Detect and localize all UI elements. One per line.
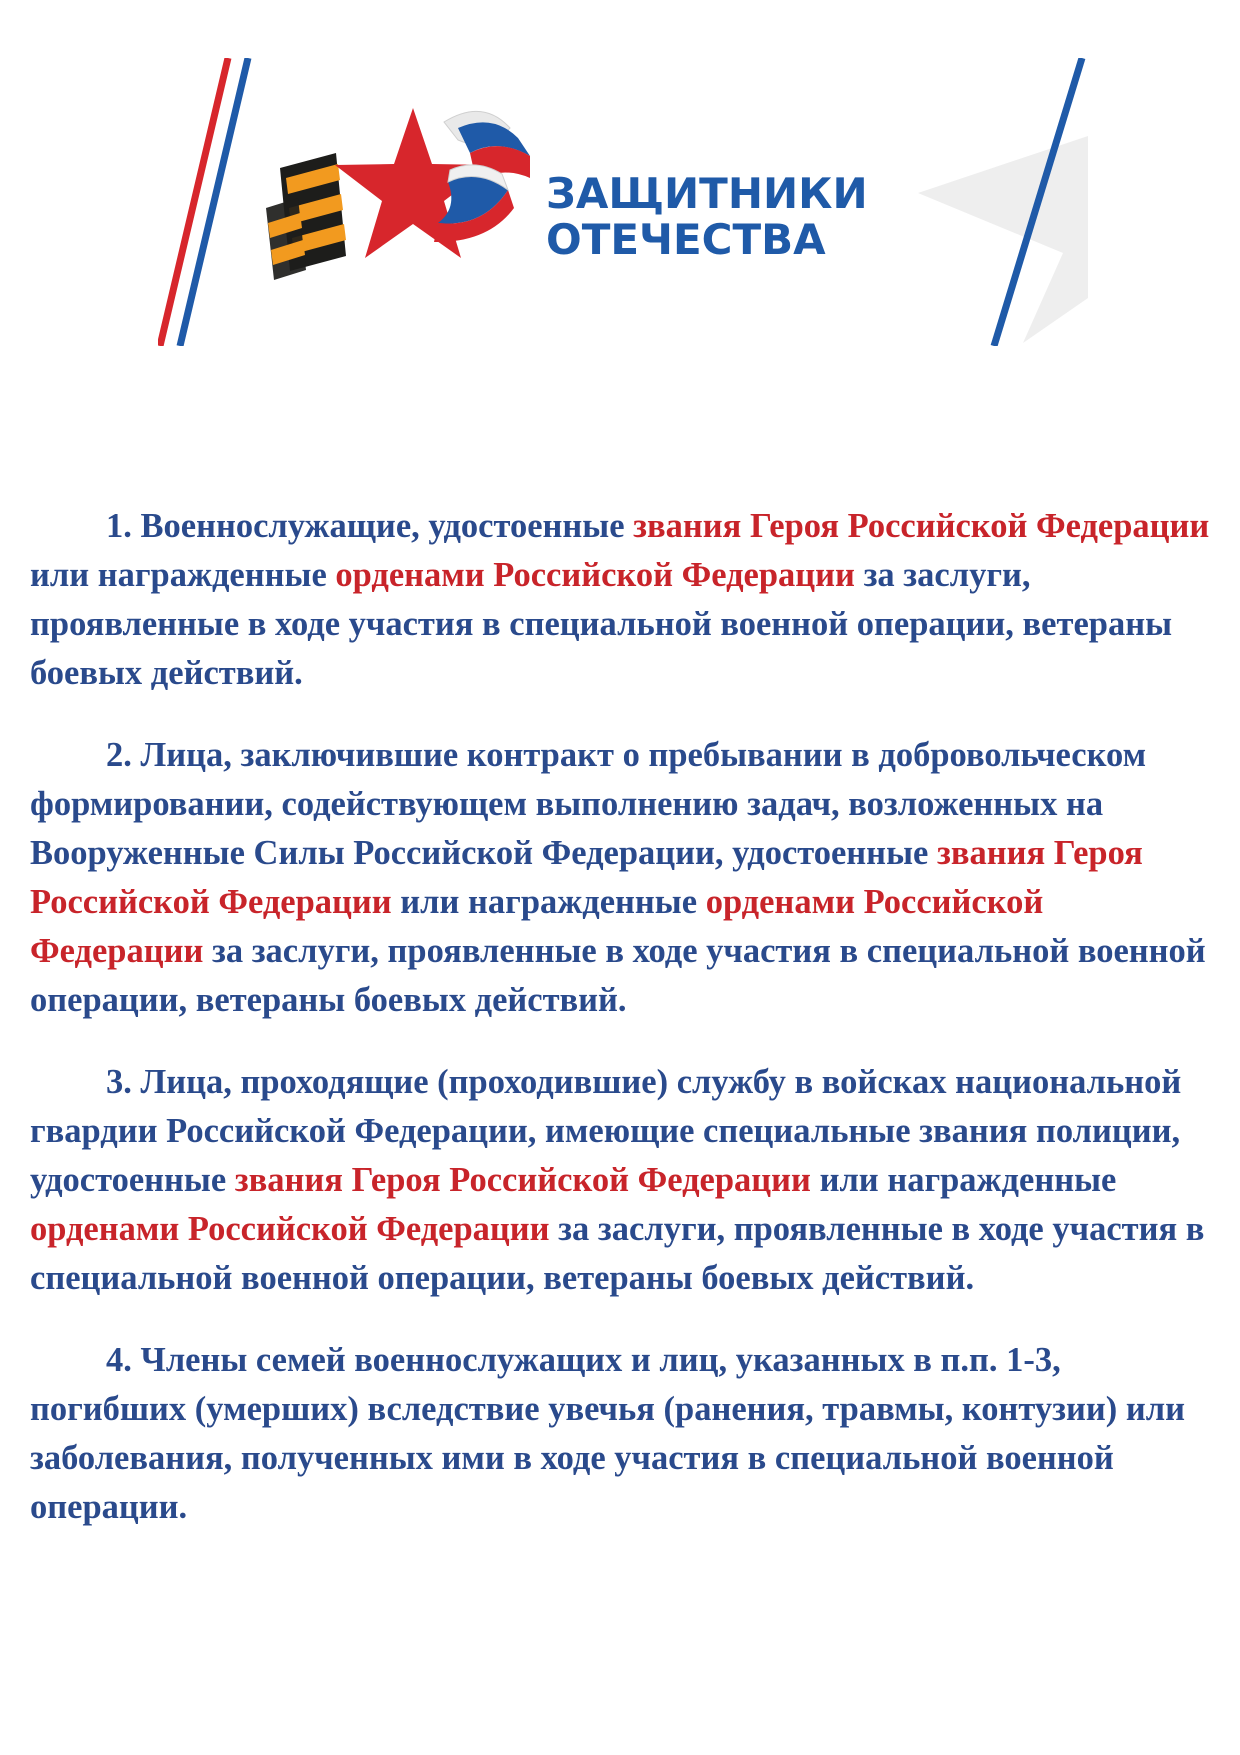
item-1-seg-4-highlight: орденами Российской Федерации (335, 556, 855, 594)
item-1-seg-5: за заслуги, проявленные в ходе участия в специальной военной операции, ветераны боевых действий. (30, 556, 1173, 692)
list-item-2 (30, 731, 1210, 1025)
item-3-seg-5: за заслуги, проявленные в ходе участия в специальной военной операции, ветераны боевых действий. (30, 1210, 1205, 1297)
item-2-seg-5: за заслуги, проявленные в ходе участия в специальной военной операции, ветераны боевых действий. (30, 932, 1206, 1019)
left-stripes (160, 58, 248, 346)
item-3-seg-1: 3. Лица, проходящие (проходившие) службу в войсках национальной гвардии Российской Федерации, имеющие специальные звания полиции, удостоенные (30, 1063, 1182, 1199)
item-2-seg-4-highlight: орденами Российской Федерации (30, 883, 1044, 970)
list-item-3 (30, 1058, 1210, 1303)
item-4-seg-1: 4. Члены семей военнослужащих и лиц, указанных в п.п. 1-3, погибших (умерших) вследствие увечья (ранения, травмы, контузии) или заболевания, полученных ими в ходе участия в специальной военной операции. (30, 1341, 1185, 1526)
item-1-seg-2-highlight: звания Героя Российской Федерации (633, 507, 1210, 545)
item-3-seg-2-highlight: звания Героя Российской Федерации (234, 1161, 811, 1199)
logo-title-line2: ОТЕЧЕСТВА (546, 215, 826, 264)
item-2-seg-1: 2. Лица, заключившие контракт о пребывании в добровольческом формировании, содействующем выполнению задач, возложенных на Вооруженные Силы Российской Федерации, удостоенные (30, 736, 1147, 872)
left-red-stripe (160, 58, 228, 346)
item-1-seg-1: 1. Военнослужащие, удостоенные (106, 507, 634, 545)
left-blue-stripe (180, 58, 248, 346)
st-george-ribbon-icon (266, 153, 346, 280)
logo-graphic (158, 58, 1088, 346)
list-item-4 (30, 1336, 1210, 1532)
russian-flag-ribbon-icon (434, 111, 530, 242)
document-body (30, 502, 1210, 1565)
logo-banner (158, 58, 1088, 346)
list-item-1 (30, 502, 1210, 698)
item-2-seg-3: или награжденные (391, 883, 706, 921)
logo-title-line1: ЗАЩИТНИКИ (546, 169, 868, 218)
item-3-seg-3: или награжденные (810, 1161, 1117, 1199)
item-3-seg-4-highlight: орденами Российской Федерации (30, 1210, 550, 1248)
item-1-seg-3: или награжденные (30, 556, 336, 594)
item-2-seg-2-highlight: звания Героя Российской Федерации (30, 834, 1143, 921)
